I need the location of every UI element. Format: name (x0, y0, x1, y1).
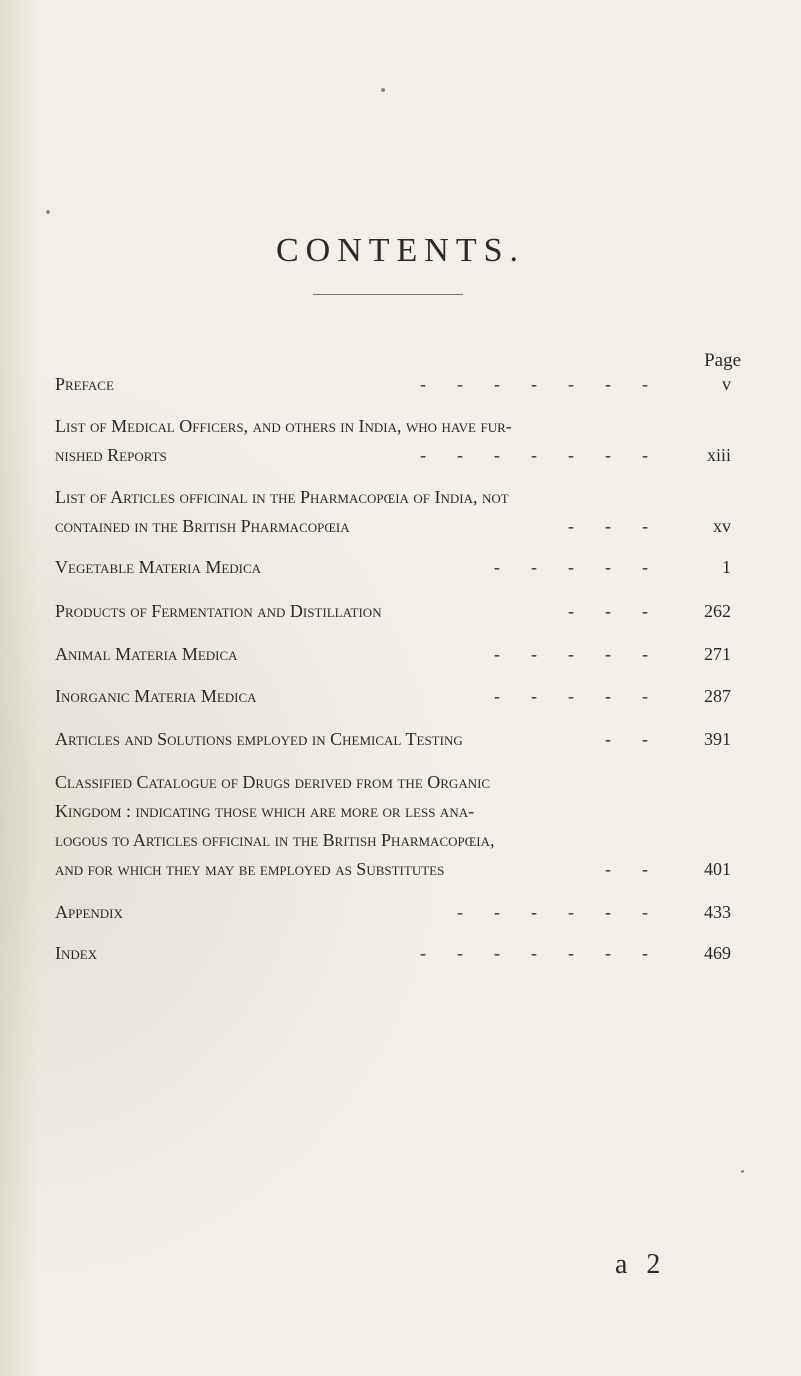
paper-speck (46, 210, 50, 214)
toc-page-number: 469 (704, 943, 731, 963)
toc-entry-chemical-testing (55, 725, 731, 754)
toc-entry-animal (55, 640, 731, 669)
signature-mark: a 2 (615, 1249, 667, 1280)
toc-entry-medical-officers (55, 412, 731, 470)
toc-page-number: 433 (704, 902, 731, 922)
title-rule (313, 294, 463, 295)
page-title: CONTENTS. (275, 232, 526, 269)
leader-dashes: ------- (420, 374, 679, 394)
toc-entry-text: Preface (55, 374, 114, 394)
toc-entry-text: nished Reports (55, 445, 167, 465)
paper-speck (381, 88, 385, 92)
toc-entry-text: List of Medical Officers, and others in India, who have fur- (55, 416, 512, 436)
toc-page-number: 391 (704, 729, 731, 749)
leader-dashes: ----- (494, 644, 679, 664)
toc-entry-inorganic (55, 682, 731, 711)
toc-entry-text: and for which they may be employed as Substitutes (55, 859, 445, 879)
leader-dashes: --- (568, 516, 679, 536)
leader-dashes: -- (605, 859, 679, 879)
toc-entry-preface (55, 370, 731, 399)
toc-page-number: 271 (704, 644, 731, 664)
toc-entry-text: Vegetable Materia Medica (55, 557, 262, 577)
leader-dashes: ----- (494, 686, 679, 706)
toc-entry-text: Appendix (55, 902, 123, 922)
toc-entry-text: Kingdom : indicating those which are more or less ana- (55, 801, 475, 821)
toc-entry-text: Classified Catalogue of Drugs derived from the Organic (55, 772, 491, 792)
page-column-label: Page (704, 350, 741, 371)
toc-page-number: 401 (704, 859, 731, 879)
toc-entry-text: Inorganic Materia Medica (55, 686, 257, 706)
toc-entry-fermentation (55, 597, 731, 626)
toc-entry-text: Articles and Solutions employed in Chemical Testing (55, 729, 463, 749)
toc-entry-classified-catalogue (55, 768, 731, 884)
leader-dashes: ----- (494, 557, 679, 577)
toc-entry-index (55, 939, 731, 968)
paper-speck (741, 1170, 744, 1173)
leader-dashes: ------- (420, 445, 679, 465)
toc-entry-text: Animal Materia Medica (55, 644, 238, 664)
toc-page-number: xv (713, 516, 731, 536)
toc-entry-text: List of Articles officinal in the Pharmacopœia of India, not (55, 487, 509, 507)
toc-entry-text: contained in the British Pharmacopœia (55, 516, 350, 536)
toc-page-number: 287 (704, 686, 731, 706)
toc-page-number: xiii (706, 445, 731, 465)
leader-dashes: ------ (457, 902, 679, 922)
toc-entry-text: Index (55, 943, 98, 963)
toc-entry-text: Products of Fermentation and Distillation (55, 601, 382, 621)
leader-dashes: ------- (420, 943, 679, 963)
toc-entry-appendix (55, 898, 731, 927)
toc-page-number: 262 (704, 601, 731, 621)
toc-page-number: 1 (722, 557, 731, 577)
leader-dashes: --- (568, 601, 679, 621)
leader-dashes: -- (605, 729, 679, 749)
toc-page-number: v (722, 374, 731, 394)
toc-entry-text: logous to Articles officinal in the British Pharmacopœia, (55, 830, 495, 850)
toc-entry-vegetable (55, 553, 731, 582)
toc-entry-articles-officinal (55, 483, 731, 541)
